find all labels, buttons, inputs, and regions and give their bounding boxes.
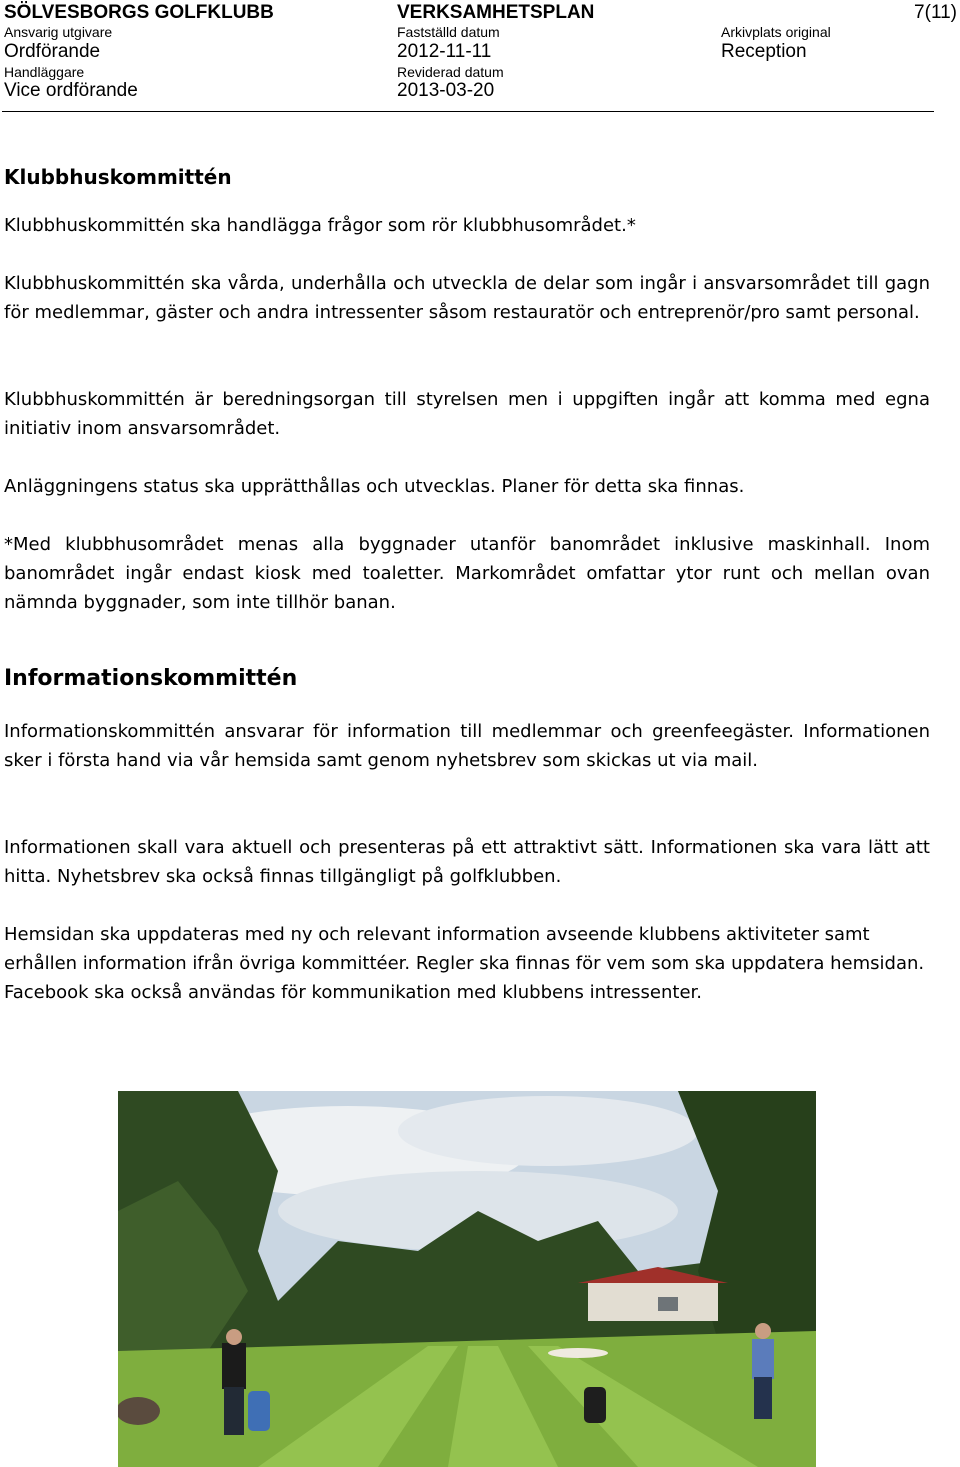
paragraph: Klubbhuskommittén är beredningsorgan till styrelsen men i uppgiften ingår att komma med egna initiativ inom ansvarsområdet. — [4, 389, 930, 439]
page-number: 7(11) — [914, 2, 957, 23]
section-heading-information: Informationskommittén — [4, 666, 298, 691]
club-name: SÖLVESBORGS GOLFKLUBB — [4, 2, 274, 23]
paragraph: Hemsidan ska uppdateras med ny och relevant information avseende klubbens aktiviteter samt erhållen information ifrån övriga kommittéer. Regler ska finnas för vem som ska uppdatera hemsidan. Facebook ska också användas för kommunikation med klubbens intressenter. — [4, 924, 925, 1003]
archive-value: Reception — [721, 41, 807, 62]
handler-label: Handläggare — [4, 64, 85, 80]
header-divider — [2, 111, 934, 112]
responsible-value: Ordförande — [4, 41, 101, 62]
section-heading-klubbhus: Klubbhuskommittén — [4, 165, 232, 189]
handler-value: Vice ordförande — [4, 80, 138, 101]
paragraph: Informationen skall vara aktuell och presenteras på ett attraktivt sätt. Informationen ska vara lätt att hitta. Nyhetsbrev ska också finnas tillgängligt på golfklubben. — [4, 837, 930, 887]
revised-label: Reviderad datum — [397, 64, 504, 80]
established-value: 2012-11-11 — [397, 41, 492, 62]
established-label: Fastställd datum — [397, 24, 500, 40]
archive-label: Arkivplats original — [721, 24, 831, 40]
paragraph: Klubbhuskommittén ska vårda, underhålla och utveckla de delar som ingår i ansvarsområdet till gagn för medlemmar, gäster och andra intressenter såsom restauratör och entreprenör/pro samt personal. — [4, 273, 930, 323]
document-title: VERKSAMHETSPLAN — [397, 2, 595, 23]
paragraph: *Med klubbhusområdet menas alla byggnader utanför banområdet inklusive maskinhall. Inom banområdet ingår endast kiosk med toaletter. Markområdet omfattar ytor runt och mellan ovan nämnda byggnader, som inte tillhör banan. — [4, 534, 930, 613]
golf-course-photo — [118, 1091, 816, 1467]
revised-value: 2013-03-20 — [397, 80, 495, 101]
paragraph: Informationskommittén ansvarar för information till medlemmar och greenfeegäster. Informationen sker i första hand via vår hemsida samt genom nyhetsbrev som skickas ut via mail. — [4, 721, 930, 771]
responsible-label: Ansvarig utgivare — [4, 24, 113, 40]
paragraph: Anläggningens status ska upprätthållas och utvecklas. Planer för detta ska finnas. — [4, 476, 745, 497]
paragraph: Klubbhuskommittén ska handlägga frågor som rör klubbhusområdet.* — [4, 215, 636, 236]
